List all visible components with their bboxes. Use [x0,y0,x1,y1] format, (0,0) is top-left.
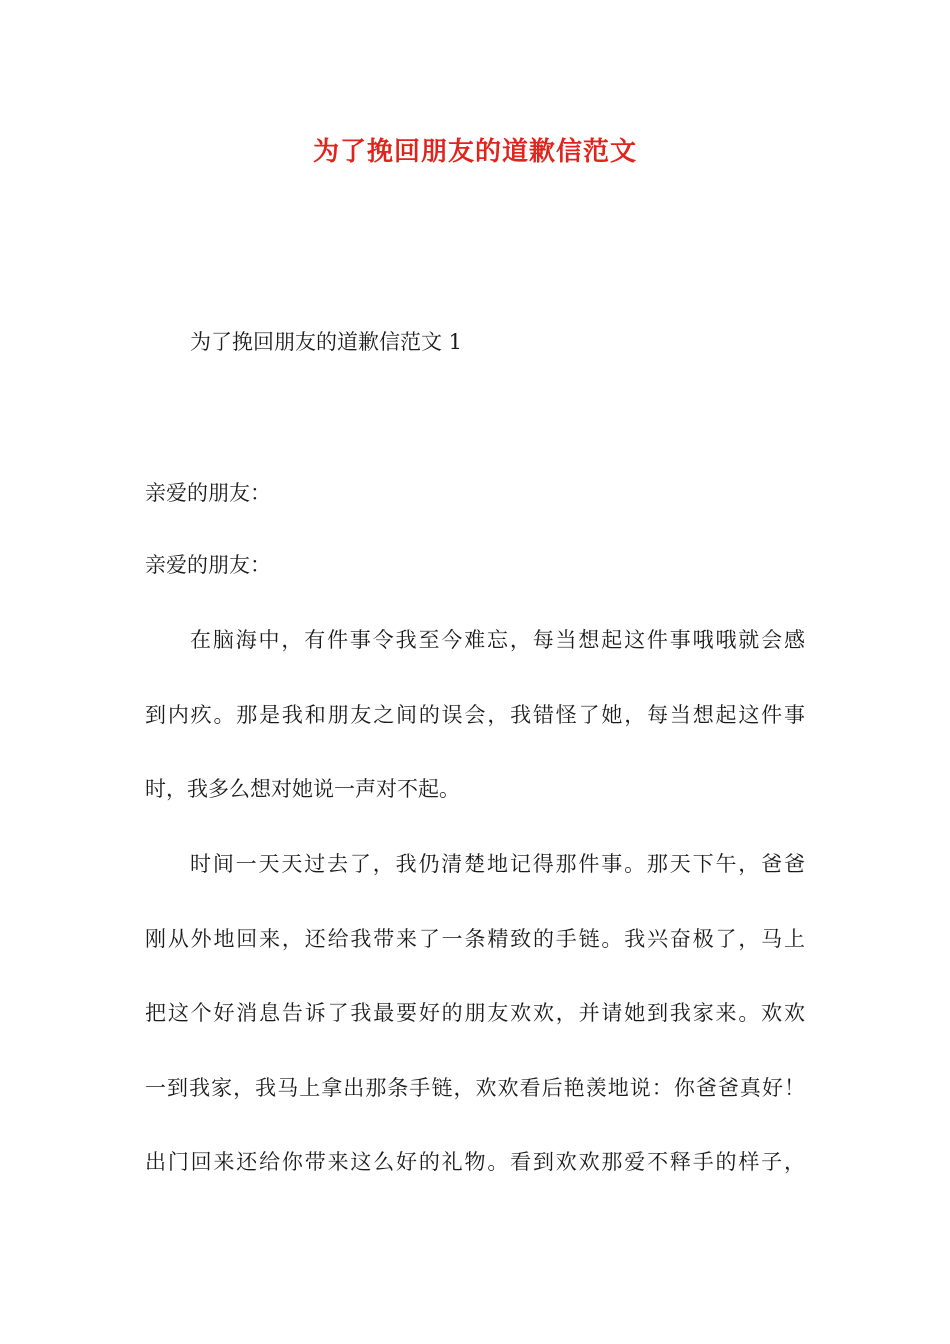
section-title: 为了挽回朋友的道歉信范文 1 [190,330,463,354]
body-paragraph [145,622,805,846]
paragraph-line: 在脑海中，有件事令我至今难忘，每当想起这件事哦哦就会感 [190,628,805,652]
paragraph-line: 出门回来还给你带来这么好的礼物。看到欢欢那爱不释手的样子， [145,1150,805,1174]
salutation: 亲爱的朋友： [145,553,271,577]
paragraph-line: 把这个好消息告诉了我最要好的朋友欢欢，并请她到我家来。欢欢 [145,1001,805,1025]
document-title: 为了挽回朋友的道歉信范文 [312,137,637,167]
paragraph-line: 到内疚。那是我和朋友之间的误会，我错怪了她，每当想起这件事 [145,702,805,727]
paragraph-line: 一到我家，我马上拿出那条手链，欢欢看后艳羡地说：你爸爸真好！ [145,1075,805,1100]
paragraph-line: 刚从外地回来，还给我带来了一条精致的手链。我兴奋极了，马上 [145,926,805,951]
body-paragraph [145,846,805,1219]
paragraph-line: 时间一天天过去了，我仍清楚地记得那件事。那天下午，爸爸 [190,852,805,876]
paragraph-line: 时，我多么想对她说一声对不起。 [145,777,460,801]
salutation: 亲爱的朋友： [145,481,271,505]
